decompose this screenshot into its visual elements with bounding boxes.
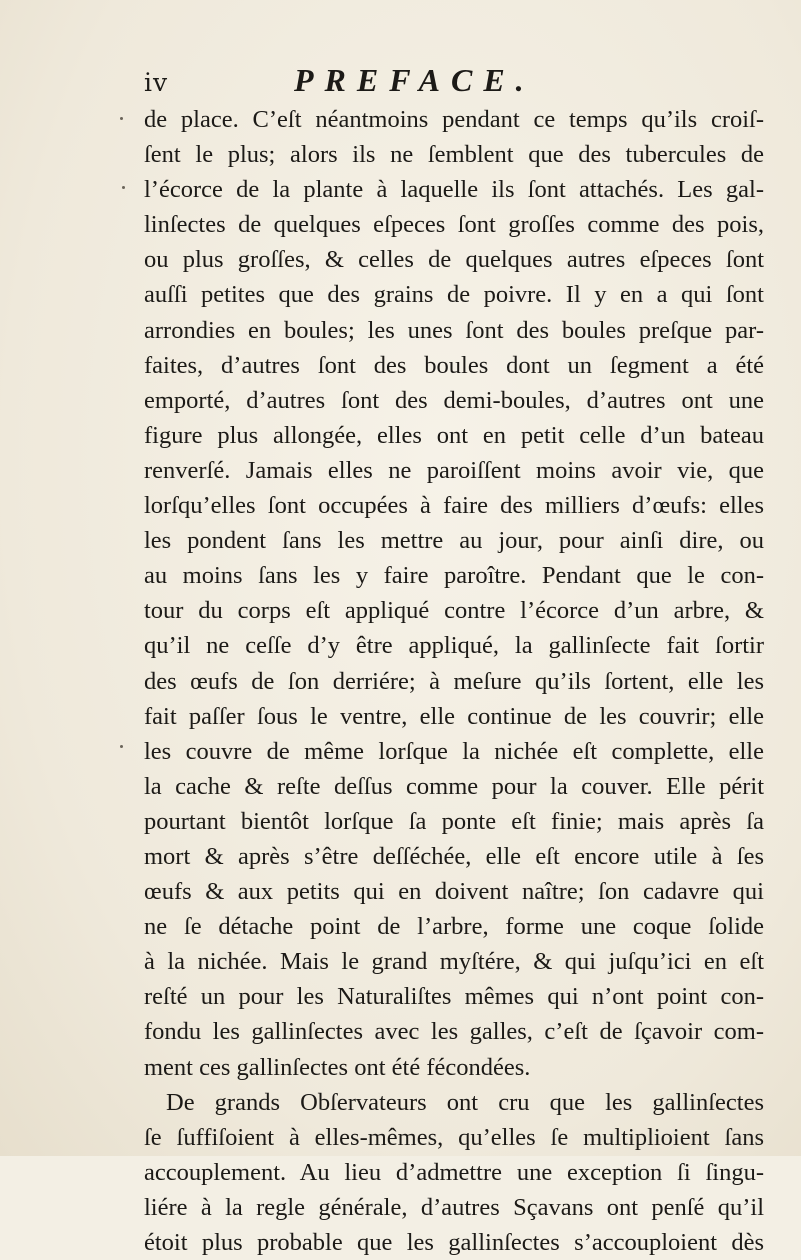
text-line: reſté un pour les Naturaliſtes mêmes qui n’ont point con-: [144, 983, 764, 1011]
text-line: emporté, d’autres ſont des demi-boules, d’autres ont une: [144, 386, 764, 414]
text-line: au moins ſans les y faire paroître. Pendant que le con-: [144, 562, 764, 590]
print-speck: [120, 117, 123, 120]
text-line: ou plus groſſes, & celles de quelques autres eſpeces ſont: [144, 246, 764, 274]
text-line: œufs & aux petits qui en doivent naître; ſon cadavre qui: [144, 878, 764, 906]
text-line: linſectes de quelques eſpeces ſont groſſes comme des pois,: [144, 211, 764, 239]
text-line: fondu les gallinſectes avec les galles, c’eſt de ſçavoir com-: [144, 1018, 764, 1046]
text-line: renverſé. Jamais elles ne paroiſſent moins avoir vie, que: [144, 456, 764, 484]
text-line: étoit plus probable que les gallinſectes s’accouploient dès: [144, 1229, 764, 1256]
text-line: faites, d’autres ſont des boules dont un ſegment a été: [144, 351, 764, 379]
text-line: la cache & reſte deſſus comme pour la couver. Elle périt: [144, 772, 764, 800]
text-line: l’écorce de la plante à laquelle ils ſont attachés. Les gal-: [144, 176, 764, 204]
text-line: lorſqu’elles ſont occupées à faire des milliers d’œufs: elles: [144, 492, 764, 520]
text-line: ment ces gallinſectes ont été fécondées.: [144, 1053, 531, 1081]
text-line: mort & après s’être deſſéchée, elle eſt encore utile à ſes: [144, 842, 764, 870]
page-number: iv: [144, 68, 169, 97]
body-text: [144, 102, 764, 1260]
running-title: PREFACE.: [294, 62, 535, 98]
text-line: arrondies en boules; les unes ſont des boules preſque par-: [144, 316, 764, 344]
text-line: de place. C’eſt néantmoins pendant ce temps qu’ils croiſ-: [144, 106, 764, 133]
text-line: à la nichée. Mais le grand myſtére, & qui juſqu’ici en eſt: [144, 948, 764, 976]
print-speck: [122, 186, 125, 189]
text-line: auſſi petites que des grains de poivre. Il y en a qui ſont: [144, 281, 764, 309]
text-line: fait paſſer ſous le ventre, elle continue de les couvrir; elle: [144, 702, 764, 730]
text-line: qu’il ne ceſſe d’y être appliqué, la gallinſecte fait ſortir: [144, 632, 764, 660]
text-line: De grands Obſervateurs ont cru que les gallinſectes: [166, 1088, 764, 1116]
text-line: ne ſe détache point de l’arbre, forme une coque ſolide: [144, 913, 764, 941]
text-line: ſe ſuffiſoient à elles-mêmes, qu’elles ſe multiplioient ſans: [144, 1123, 764, 1151]
page-header: [144, 62, 764, 98]
text-line: pourtant bientôt lorſque ſa ponte eſt finie; mais après ſa: [144, 807, 764, 835]
text-line: des œufs de ſon derriére; à meſure qu’ils ſortent, elle les: [144, 667, 764, 695]
text-line: les pondent ſans les mettre au jour, pour ainſi dire, ou: [144, 527, 764, 555]
text-line: figure plus allongée, elles ont en petit celle d’un bateau: [144, 421, 764, 449]
text-line: les couvre de même lorſque la nichée eſt complette, elle: [144, 737, 764, 765]
text-line: accouplement. Au lieu d’admettre une exception ſi ſingu-: [144, 1158, 764, 1186]
text-line: liére à la regle générale, d’autres Sçavans ont penſé qu’il: [144, 1193, 764, 1221]
print-speck: [120, 745, 123, 748]
text-line: tour du corps eſt appliqué contre l’écorce d’un arbre, &: [144, 597, 764, 625]
text-line: ſent le plus; alors ils ne ſemblent que des tubercules de: [144, 141, 764, 169]
